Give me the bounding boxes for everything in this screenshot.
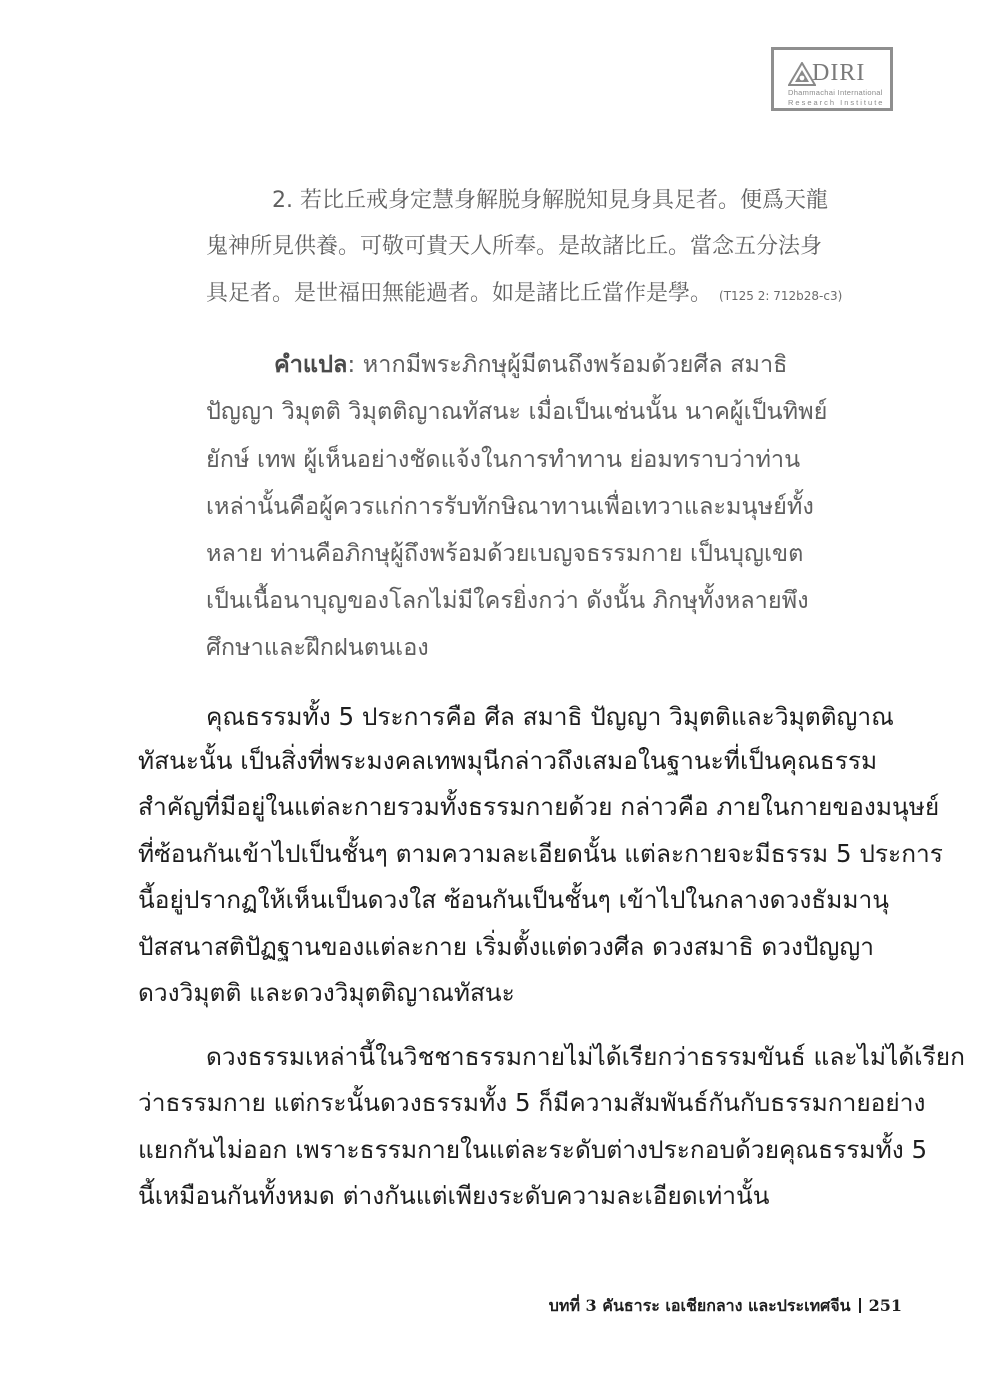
translation-line-5: หลาย ท่านคือภิกษุผู้ถึงพร้อมด้วยเบญจธรรมกาย เป็นบุญเขต [206,539,804,567]
paragraph2-line-1: ดวงธรรมเหล่านี้ในวิชชาธรรมกายไม่ได้เรียกว่าธรรมขันธ์ และไม่ได้เรียก [206,1042,965,1071]
chapter-title: บทที่ 3 คันธาระ เอเชียกลาง และประเทศจีน [548,1296,851,1315]
logo-subtitle-1: Dhammachai International [788,88,883,97]
logo-title: DIRI [812,60,866,86]
translation-line-4: เหล่านั้นคือผู้ควรแก่การรับทักษิณาทานเพื่อเทวาและมนุษย์ทั้ง [206,492,814,520]
quote-line-2: 鬼神所見供養。可敬可貴天人所奉。是故諸比丘。當念五分法身 [206,234,823,259]
translation-line-3: ยักษ์ เทพ ผู้เห็นอย่างชัดแจ้งในการทำทาน ย่อมทราบว่าท่าน [206,445,801,473]
page-number: 251 [868,1296,902,1315]
running-footer [549,1294,902,1319]
translation-line-6: เป็นเนื้อนาบุญของโลกไม่มีใครยิ่งกว่า ดังนั้น ภิกษุทั้งหลายพึง [206,586,809,614]
translation-line-7: ศึกษาและฝึกฝนตนเอง [206,633,429,661]
diri-logo [771,47,893,111]
translation-line-2: ปัญญา วิมุตติ วิมุตติญาณทัสนะ เมื่อเป็นเช่นนั้น นาคผู้เป็นทิพย์ [206,397,828,425]
paragraph1-line-7: ดวงวิมุตติ และดวงวิมุตติญาณทัสนะ [138,978,515,1007]
citation-reference: (T125 2: 712b28-c3) [719,289,843,303]
quote-line-3: 具足者。是世福田無能過者。如是諸比丘當作是學。 (T125 2: 712b28-c3) [206,281,843,306]
paragraph1-line-6: ปัสสนาสติปัฏฐานของแต่ละกาย เริ่มตั้งแต่ดวงศีล ดวงสมาธิ ดวงปัญญา [138,932,875,961]
quote-line-1: 2. 若比丘戒身定慧身解脱身解脱知見身具足者。便爲天龍 [272,188,828,213]
paragraph1-line-5: นี้อยู่ปรากฏให้เห็นเป็นดวงใส ซ้อนกันเป็นชั้นๆ เข้าไปในกลางดวงธัมมานุ [138,885,890,914]
translation-label: คำแปล [274,350,348,378]
paragraph1-line-1: คุณธรรมทั้ง 5 ประการคือ ศีล สมาธิ ปัญญา วิมุตติและวิมุตติญาณ [206,702,894,731]
paragraph2-line-2: ว่าธรรมกาย แต่กระนั้นดวงธรรมทั้ง 5 ก็มีความสัมพันธ์กันกับธรรมกายอย่าง [138,1088,926,1117]
paragraph2-line-4: นี้เหมือนกันทั้งหมด ต่างกันแต่เพียงระดับความละเอียดเท่านั้น [138,1181,770,1210]
translation-line-1: คำแปล: หากมีพระภิกษุผู้มีตนถึงพร้อมด้วยศีล สมาธิ [274,350,788,378]
logo-subtitle-2: Research Institute [788,98,885,107]
paragraph1-line-3: สำคัญที่มีอยู่ในแต่ละกายรวมทั้งธรรมกายด้วย กล่าวคือ ภายในกายของมนุษย์ [138,792,940,821]
paragraph1-line-2: ทัสนะนั้น เป็นสิ่งที่พระมงคลเทพมุนีกล่าวถึงเสมอในฐานะที่เป็นคุณธรรม [138,746,878,775]
paragraph1-line-4: ที่ซ้อนกันเข้าไปเป็นชั้นๆ ตามความละเอียดนั้น แต่ละกายจะมีธรรม 5 ประการ [138,839,943,868]
paragraph2-line-3: แยกกันไม่ออก เพราะธรรมกายในแต่ละระดับต่างประกอบด้วยคุณธรรมทั้ง 5 [138,1135,928,1164]
footer-separator [859,1298,861,1313]
